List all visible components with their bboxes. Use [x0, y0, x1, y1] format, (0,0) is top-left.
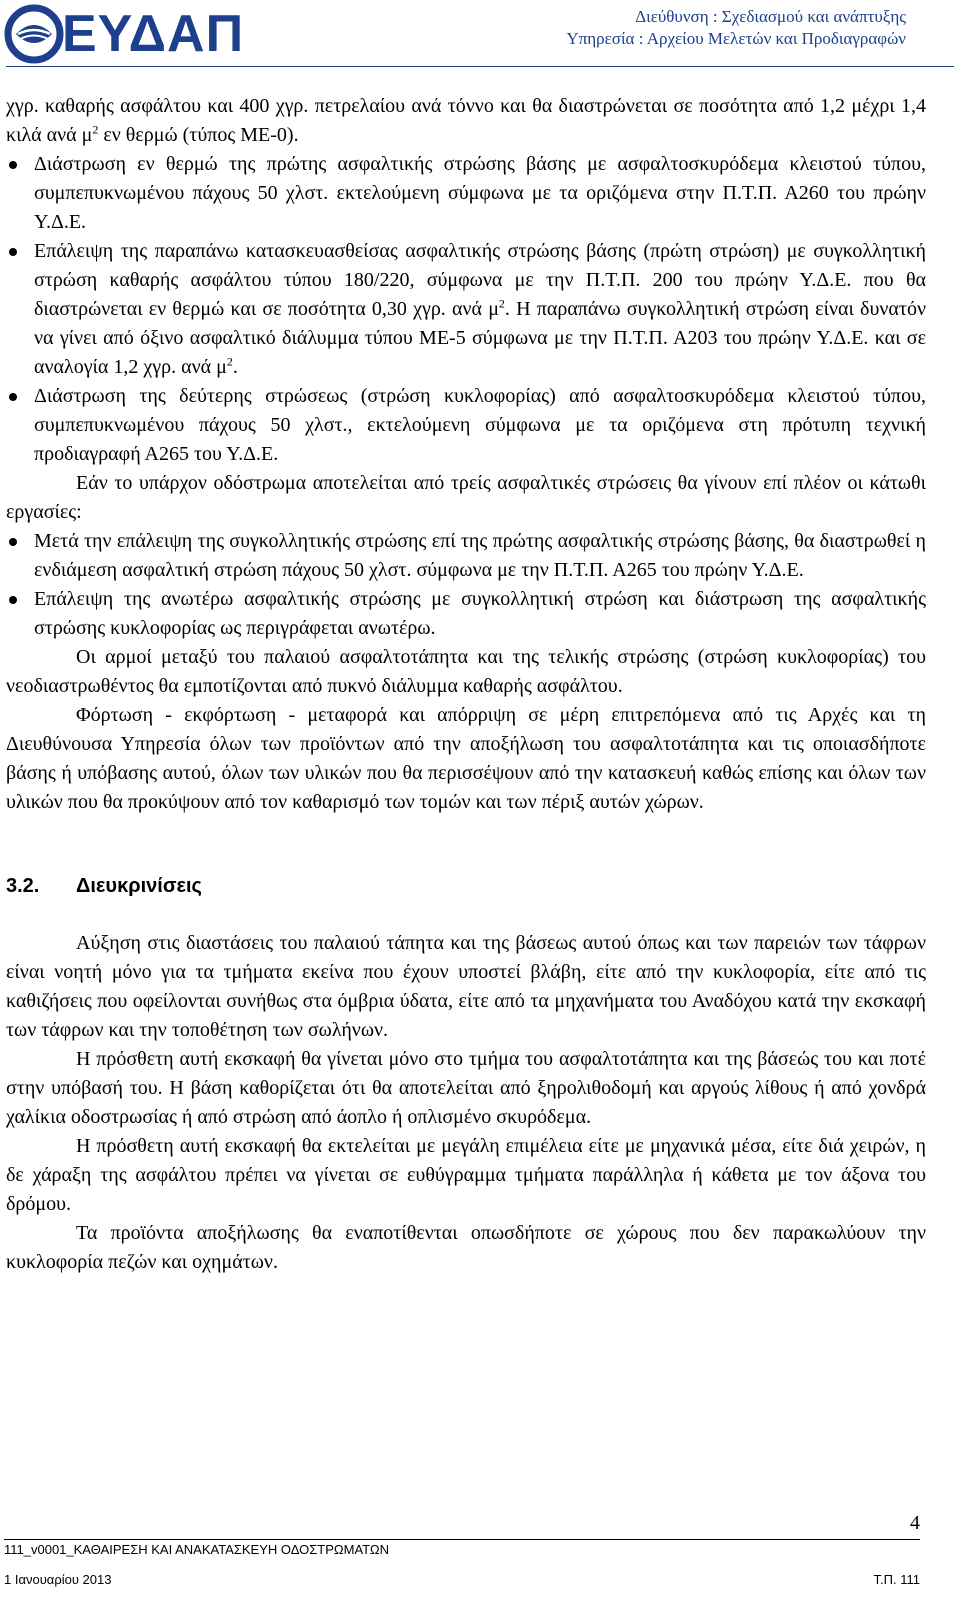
paragraph: Τα προϊόντα αποξήλωσης θα εναποτίθενται οπωσδήποτε σε χώρους που δεν παρακωλύουν την κυκλοφορία πεζών και οχημάτων.: [6, 1222, 926, 1273]
header-department: [566, 6, 906, 50]
list-item: Διάστρωση εν θερμώ της πρώτης ασφαλτικής στρώσης βάσης με ασφαλτοσκυρόδεμα κλειστού τύπου, συμπεπυκνωμένου πάχους 50 χλστ. εκτελούμενη σύμφωνα με τα οριζόμενα στην Π.Τ.Π. Α260 του πρώην Υ.Δ.Ε.: [6, 150, 926, 237]
logo-text: ΕΥΔΑΠ: [62, 5, 245, 63]
bullet-dot-icon: [9, 538, 17, 546]
header-divider: [6, 66, 954, 67]
paragraph: Οι αρμοί μεταξύ του παλαιού ασφαλτοτάπητα και της τελικής στρώσης (στρώση κυκλοφορίας) του νεοδιαστρωθέντος θα εμποτίζονται από πυκνό διάλυμμα καθαρής ασφάλτου.: [6, 646, 926, 697]
bullet-dot-icon: [9, 393, 17, 401]
section-heading: [6, 872, 926, 901]
footer-divider: [4, 1539, 920, 1540]
footer-doc-title: 111_v0001_ΚΑΘΑΙΡΕΣΗ ΚΑΙ ΑΝΑΚΑΤΑΣΚΕΥΗ ΟΔΟΣΤΡΩΜΑΤΩΝ: [4, 1542, 389, 1557]
paragraph: Αύξηση στις διαστάσεις του παλαιού τάπητα και της βάσεως αυτού όπως και των παρειών των τάφρων είναι νοητή μόνο για τα τμήματα εκείνα που έχουν υποστεί βλάβη, είτε από την κυκλοφορία, είτε από τις καθιζήσεις που οφείλονται συνήθως στα όμβρια ύδατα, είτε από τα μηχανήματα του Αναδόχου κατά την εκσκαφή των τάφρων και την τοποθέτηση των σωλήνων.: [6, 932, 926, 1041]
page-header: [0, 0, 960, 72]
paragraph: Εάν το υπάρχον οδόστρωμα αποτελείται από τρείς ασφαλτικές στρώσεις θα γίνουν επί πλέον οι κάτωθι εργασίες:: [6, 472, 926, 523]
list-item: Διάστρωση της δεύτερης στρώσεως (στρώση κυκλοφορίας) από ασφαλτοσκυρόδεμα κλειστού τύπου, συμπεπυκνωμένου πάχους 50 χλστ., εκτελούμενη σύμφωνα με τα οριζόμενα στη πρότυπη τεχνική προδιαγραφή Α265 του Υ.Δ.Ε.: [6, 382, 926, 469]
section-number: 3.2.: [6, 875, 40, 897]
footer-spec-code: Τ.Π. 111: [873, 1572, 920, 1587]
document-body: [6, 92, 926, 1277]
bullet-dot-icon: [9, 248, 17, 256]
bullet-dot-icon: [9, 161, 17, 169]
bullet-dot-icon: [9, 596, 17, 604]
paragraph-continuation: χγρ. καθαρής ασφάλτου και 400 χγρ. πετρελαίου ανά τόννο και θα διαστρώνεται σε ποσότητα από 1,2 μέχρι 1,4 κιλά ανά $\mu^2$ εν θερμώ (τύπος ΜΕ-0).: [6, 95, 926, 146]
paragraph: Η πρόσθετη αυτή εκσκαφή θα εκτελείται με μεγάλη επιμέλεια είτε με μηχανικά μέσα, είτε διά χειρών, η δε χάραξη της ασφάλτου πρέπει να γίνεται σε ευθύγραμμα τμήματα παράλληλα ή κάθετα με τον άξονα του δρόμου.: [6, 1135, 926, 1215]
bullet-list-1: [6, 150, 926, 469]
header-line-service: Υπηρεσία : Αρχείου Μελετών και Προδιαγραφών: [566, 29, 906, 48]
bullet-list-2: [6, 527, 926, 643]
footer-date: 1 Ιανουαρίου 2013: [4, 1572, 112, 1587]
header-line-directorate: Διεύθυνση : Σχεδιασμού και ανάπτυξης: [635, 7, 906, 26]
list-item: Επάλειψη της ανωτέρω ασφαλτικής στρώσης με συγκολλητική στρώση και διάστρωση της ασφαλτικής στρώσης κυκλοφορίας ως περιγράφεται ανωτέρω.: [6, 585, 926, 643]
list-item: Μετά την επάλειψη της συγκολλητικής στρώσης επί της πρώτης ασφαλτικής στρώσης βάσης, θα διαστρωθεί η ενδιάμεση ασφαλτική στρώση πάχους 50 χλστ. σύμφωνα με την Π.Τ.Π. Α265 του πρώην Υ.Δ.Ε.: [6, 527, 926, 585]
section-title: Διευκρινίσεις: [76, 875, 202, 897]
page-number: 4: [910, 1512, 920, 1534]
paragraph: Φόρτωση - εκφόρτωση - μεταφορά και απόρριψη σε μέρη επιτρεπόμενα από τις Αρχές και τη Διευθύνουσα Υπηρεσία όλων των προϊόντων από την αποξήλωση του ασφαλτοτάπητα και τις οποιασδήποτε βάσης ή υπόβασης αυτού, όλων των υλικών που θα περισσέψουν από την κατασκευή καθώς επίσης και όλων των υλικών που θα προκύψουν από τον καθαρισμό των τομών και των πέριξ αυτών χώρων.: [6, 704, 926, 813]
eydap-globe-logo-icon: [4, 4, 64, 64]
page-footer: [0, 1500, 960, 1621]
paragraph: Η πρόσθετη αυτή εκσκαφή θα γίνεται μόνο στο τμήμα του ασφαλτοτάπητα και της βάσεώς του και ποτέ στην υπόβασή του. Η βάση καθορίζεται ότι θα αποτελείται από ξηρολιθοδομή και αργούς λίθους ή από χονδρά χαλίκια οδοστρωσίας ή από στρώση από άοπλο ή οπλισμένο σκυρόδεμα.: [6, 1048, 926, 1128]
eydap-logo: [4, 4, 244, 64]
list-item: Επάλειψη της παραπάνω κατασκευασθείσας ασφαλτικής στρώσης βάσης (πρώτη στρώση) με συγκολλητική στρώση καθαρής ασφάλτου τύπου 180/220, σύμφωνα με την Π.Τ.Π. 200 του πρώην Υ.Δ.Ε. που θα διαστρώνεται εν θερμώ και σε ποσότητα 0,30 χγρ. ανά $\mu^2$. Η παραπάνω συγκολλητική στρώση είναι δυνατόν να γίνει από όξινο ασφαλτικό διάλυμμα τύπου ΜΕ-5 σύμφωνα με την Π.Τ.Π. Α203 του πρώην Υ.Δ.Ε. και σε αναλογία 1,2 χγρ. ανά $\mu^2$.: [6, 237, 926, 382]
